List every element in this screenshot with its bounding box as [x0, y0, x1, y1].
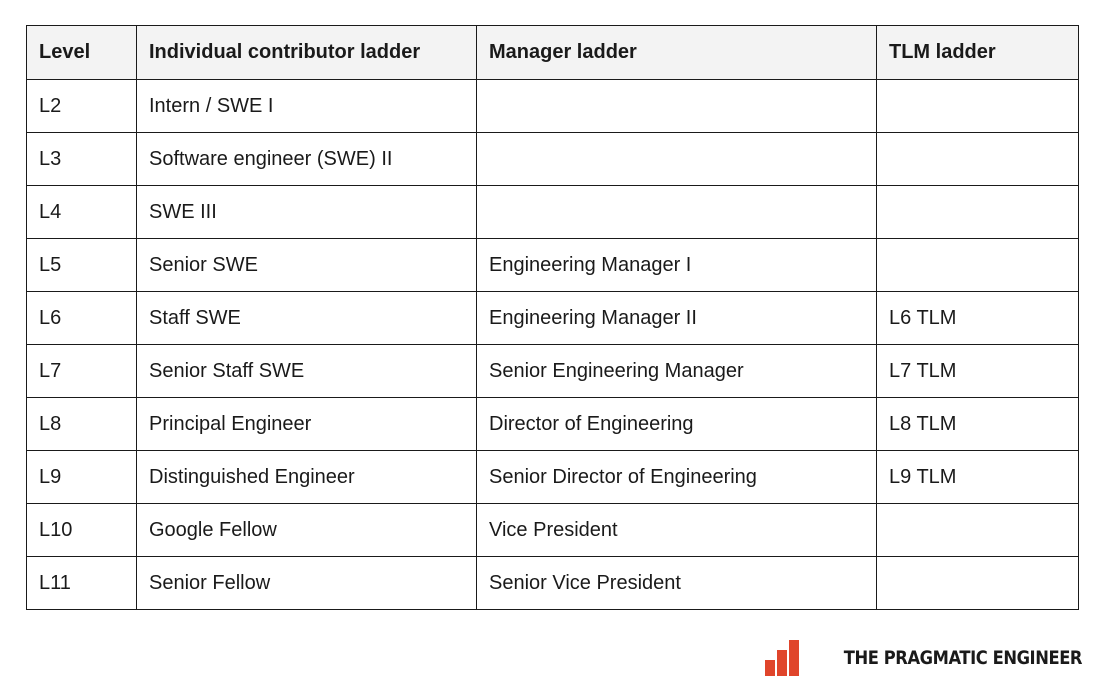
cell-ic-title: Distinguished Engineer [137, 451, 477, 504]
cell-manager-title: Senior Director of Engineering [477, 451, 877, 504]
cell-manager-title: Engineering Manager II [477, 292, 877, 345]
cell-tlm-title: L9 TLM [877, 451, 1079, 504]
cell-manager-title [477, 186, 877, 239]
cell-manager-title: Senior Engineering Manager [477, 345, 877, 398]
table-header [27, 26, 1079, 80]
cell-tlm-title: L6 TLM [877, 292, 1079, 345]
table-row [27, 398, 1079, 451]
cell-level: L11 [27, 557, 137, 610]
brand-name: THE PRAGMATIC ENGINEER [843, 647, 1082, 669]
cell-manager-title [477, 133, 877, 186]
cell-level: L9 [27, 451, 137, 504]
header-individual-contributor-ladder: Individual contributor ladder [137, 26, 477, 80]
table-row [27, 557, 1079, 610]
cell-tlm-title [877, 133, 1079, 186]
career-ladder-table [26, 25, 1079, 610]
cell-tlm-title: L7 TLM [877, 345, 1079, 398]
cell-ic-title: Google Fellow [137, 504, 477, 557]
cell-level: L6 [27, 292, 137, 345]
cell-ic-title: Principal Engineer [137, 398, 477, 451]
cell-ic-title: Senior Fellow [137, 557, 477, 610]
cell-ic-title: Intern / SWE I [137, 80, 477, 133]
table-row [27, 451, 1079, 504]
cell-tlm-title [877, 80, 1079, 133]
cell-manager-title: Senior Vice President [477, 557, 877, 610]
cell-manager-title [477, 80, 877, 133]
brand-watermark [765, 640, 1082, 676]
cell-ic-title: Staff SWE [137, 292, 477, 345]
table-row [27, 80, 1079, 133]
cell-tlm-title [877, 504, 1079, 557]
table-row [27, 504, 1079, 557]
header-level: Level [27, 26, 137, 80]
table-row [27, 292, 1079, 345]
cell-tlm-title [877, 557, 1079, 610]
header-row [27, 26, 1079, 80]
bar-chart-logo-icon [765, 640, 799, 676]
cell-ic-title: SWE III [137, 186, 477, 239]
table-row [27, 133, 1079, 186]
header-tlm-ladder: TLM ladder [877, 26, 1079, 80]
cell-level: L10 [27, 504, 137, 557]
cell-ic-title: Senior Staff SWE [137, 345, 477, 398]
cell-manager-title: Director of Engineering [477, 398, 877, 451]
cell-level: L4 [27, 186, 137, 239]
table-row [27, 239, 1079, 292]
cell-tlm-title [877, 186, 1079, 239]
cell-manager-title: Engineering Manager I [477, 239, 877, 292]
cell-level: L3 [27, 133, 137, 186]
cell-level: L5 [27, 239, 137, 292]
cell-tlm-title: L8 TLM [877, 398, 1079, 451]
table-body [27, 80, 1079, 610]
cell-ic-title: Senior SWE [137, 239, 477, 292]
cell-ic-title: Software engineer (SWE) II [137, 133, 477, 186]
cell-level: L7 [27, 345, 137, 398]
cell-manager-title: Vice President [477, 504, 877, 557]
cell-level: L8 [27, 398, 137, 451]
header-manager-ladder: Manager ladder [477, 26, 877, 80]
cell-tlm-title [877, 239, 1079, 292]
cell-level: L2 [27, 80, 137, 133]
table-row [27, 186, 1079, 239]
table-row [27, 345, 1079, 398]
